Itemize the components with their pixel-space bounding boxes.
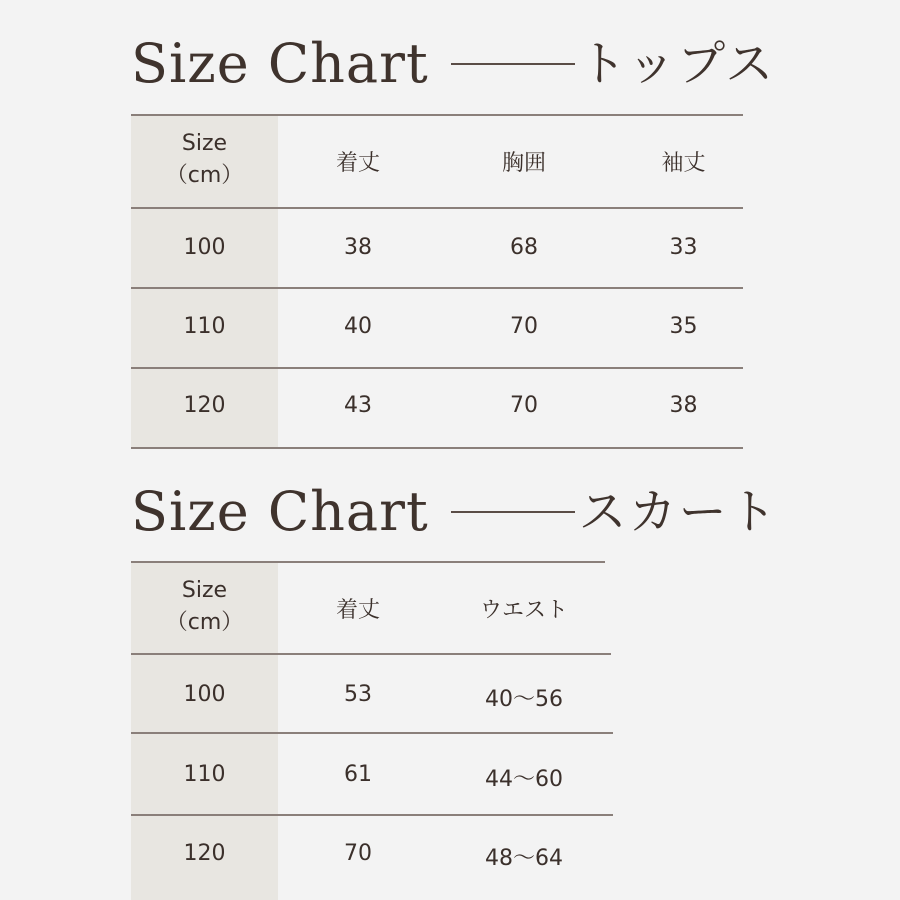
tops-row-2-sleeve: 35 [669, 314, 698, 339]
skirt-row-1-size: 100 [183, 682, 226, 707]
skirt-row-3-waist: 48〜64 [485, 846, 563, 871]
tops-header-rule [131, 207, 743, 209]
tops-row-2-rule [131, 367, 743, 369]
skirt-title: Size Chart [131, 480, 429, 543]
skirt-header-size-line2: （cm） [165, 610, 244, 635]
skirt-row-3-size: 120 [183, 841, 226, 866]
skirt-title-dash [451, 511, 575, 513]
tops-row-1-length: 38 [344, 235, 372, 260]
tops-header-size-line2: （cm） [165, 163, 244, 188]
skirt-top-rule [131, 561, 605, 563]
skirt-header-waist: ウエスト [479, 598, 568, 623]
tops-row-1-chest: 68 [510, 235, 538, 260]
skirt-header-size [131, 575, 278, 639]
skirt-row-1-rule [131, 732, 613, 734]
skirt-row-1-length: 53 [344, 682, 372, 707]
tops-section-title [131, 32, 775, 96]
tops-title-dash [451, 63, 575, 65]
skirt-header-rule [131, 653, 611, 655]
skirt-row-1-waist: 40〜56 [485, 687, 563, 712]
tops-header-length: 着丈 [335, 151, 380, 176]
tops-size-table [131, 114, 743, 450]
skirt-row-2-length: 61 [344, 762, 372, 787]
tops-row-1-size: 100 [183, 235, 226, 260]
tops-top-rule [131, 114, 743, 116]
tops-header-size [131, 128, 278, 192]
tops-row-3-sleeve: 38 [669, 393, 698, 418]
tops-row-2-length: 40 [344, 314, 372, 339]
tops-row-1-sleeve: 33 [669, 235, 698, 260]
tops-title: Size Chart [131, 32, 429, 95]
skirt-header-length: 着丈 [335, 598, 380, 623]
skirt-row-2-rule [131, 814, 613, 816]
tops-row-3-length: 43 [344, 393, 372, 418]
tops-subtitle: トップス [578, 36, 776, 92]
tops-header-size-line1: Size [181, 131, 228, 156]
tops-row-3-chest: 70 [510, 393, 538, 418]
skirt-row-2-size: 110 [183, 762, 226, 787]
tops-header-chest: 胸囲 [501, 151, 546, 176]
skirt-size-table [131, 561, 613, 900]
skirt-row-2-waist: 44〜60 [485, 767, 563, 792]
skirt-section-title [131, 480, 779, 544]
tops-bottom-rule [131, 447, 743, 449]
tops-row-3-size: 120 [183, 393, 226, 418]
tops-row-1-rule [131, 287, 743, 289]
tops-row-2-chest: 70 [510, 314, 538, 339]
skirt-subtitle: スカート [578, 484, 779, 540]
tops-header-sleeve: 袖丈 [661, 151, 706, 176]
tops-row-2-size: 110 [183, 314, 226, 339]
skirt-header-size-line1: Size [181, 578, 228, 603]
skirt-row-3-length: 70 [344, 841, 372, 866]
